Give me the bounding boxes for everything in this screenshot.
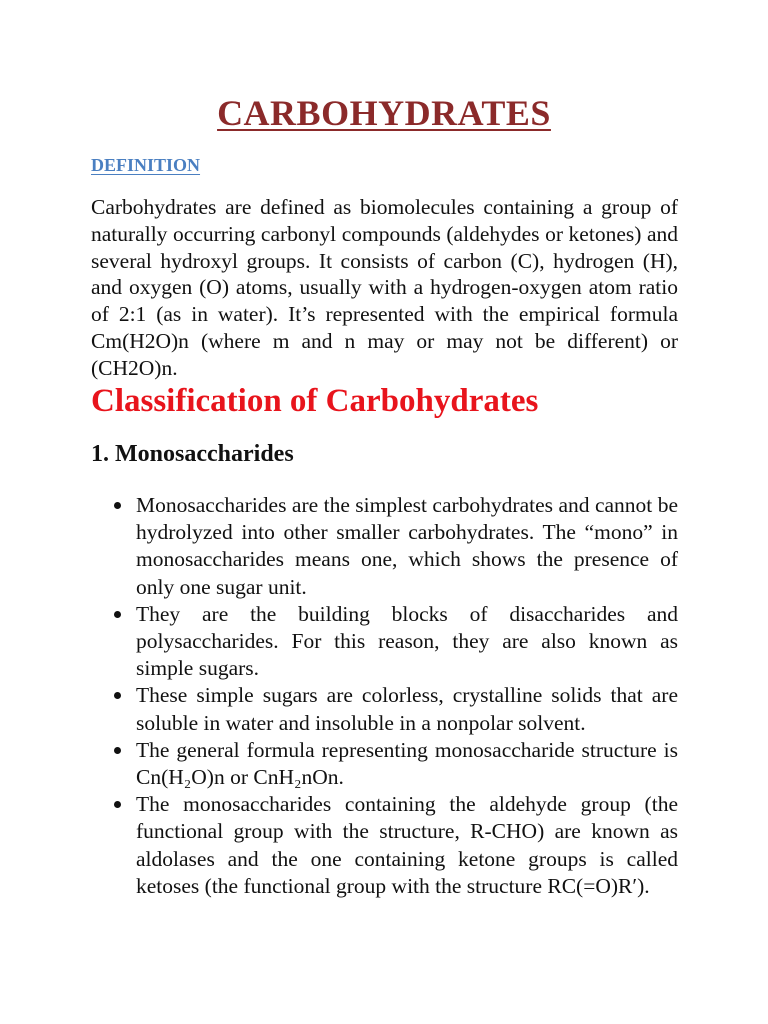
list-item bbox=[114, 492, 678, 601]
list-item bbox=[114, 791, 678, 900]
list-item bbox=[114, 601, 678, 683]
list-item-text: Monosaccharides are the simplest carbohydrates and cannot be hydrolyzed into other smaller carbohydrates. The “mono” in monosaccharides means one, which shows the presence of only one sugar unit. bbox=[136, 493, 678, 599]
bullet-icon bbox=[114, 611, 121, 618]
definition-paragraph: Carbohydrates are defined as biomolecules containing a group of naturally occurring carbonyl compounds (aldehydes or ketones) and several hydroxyl groups. It consists of carbon (C), hydrogen (H), and oxygen (O) atoms, usually with a hydrogen-oxygen atom ratio of 2:1 (as in water). It’s represented with the empirical formula Cm(H2O)n (where m and n may or may not be different) or (CH2O)n. bbox=[91, 195, 678, 380]
bullet-icon bbox=[114, 747, 121, 754]
definition-heading: DEFINITION bbox=[91, 155, 201, 175]
document-title: CARBOHYDRATES bbox=[217, 93, 551, 133]
list-item-text: These simple sugars are colorless, crystalline solids that are soluble in water and insoluble in a nonpolar solvent. bbox=[136, 683, 678, 735]
bullet-icon bbox=[114, 692, 121, 699]
list-item-text: They are the building blocks of disaccharides and polysaccharides. For this reason, they are also known as simple sugars. bbox=[136, 601, 678, 681]
list-item bbox=[114, 737, 678, 791]
bullet-icon bbox=[114, 801, 121, 808]
bullet-icon bbox=[114, 502, 121, 509]
section-heading-classification: Classification of Carbohydrates bbox=[91, 383, 539, 419]
sub-heading-monosaccharides: 1. Monosaccharides bbox=[91, 441, 294, 467]
list-item-text: The monosaccharides containing the aldehyde group (the functional group with the structure, R-CHO) are known as aldolases and the one containing ketone groups is called ketoses (the functional group with the structure RC(=O)R′). bbox=[136, 792, 678, 898]
list-item-text: The general formula representing monosaccharide structure is Cn(H₂O)n or CnH₂nOn. bbox=[136, 737, 678, 790]
list-item bbox=[114, 682, 678, 736]
monosaccharides-bullet-list bbox=[114, 492, 678, 900]
